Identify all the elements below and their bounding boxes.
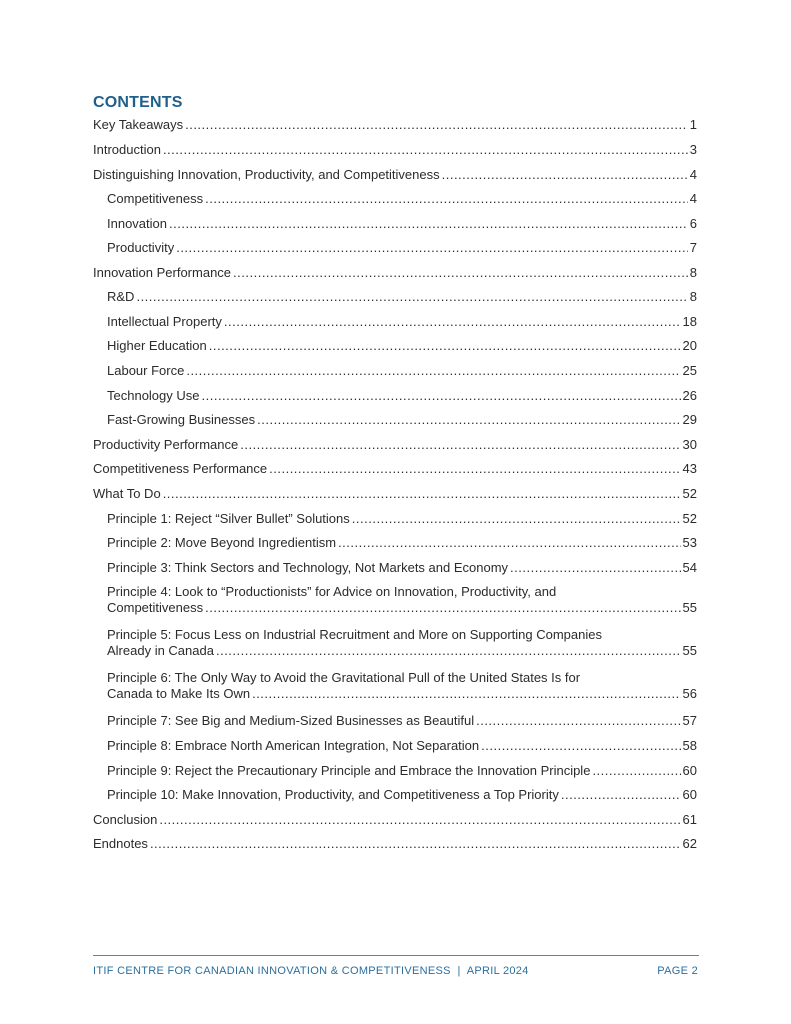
toc-entry-title-line1: Principle 6: The Only Way to Avoid the Gravitational Pull of the United States Is for: [107, 670, 581, 685]
toc-entry-page: 57: [682, 713, 697, 728]
toc-entry-page: 18: [682, 314, 697, 329]
toc-entry-title: Conclusion: [93, 812, 158, 827]
toc-entry-title: Fast-Growing Businesses: [107, 412, 256, 427]
toc-entry-page: 58: [682, 738, 697, 753]
toc-entry-title: Competitiveness: [107, 191, 204, 206]
toc-entry-technology-use[interactable]: [93, 388, 697, 404]
dot-leader: [136, 289, 687, 305]
toc-entry-title: Technology Use: [107, 388, 200, 403]
toc-entry-page: 60: [682, 763, 697, 778]
dot-leader: [352, 511, 681, 527]
toc-entry-page: 55: [682, 600, 697, 615]
toc-entry-higher-education[interactable]: [93, 338, 697, 354]
toc-entry-intellectual-property[interactable]: [93, 314, 697, 330]
dot-leader: [257, 412, 680, 428]
toc-entry-title: Distinguishing Innovation, Productivity, and Competitiveness: [93, 167, 440, 182]
toc-entry-key-takeaways[interactable]: [93, 117, 697, 133]
toc-entry-title: Labour Force: [107, 363, 185, 378]
toc-entry-introduction[interactable]: [93, 142, 697, 158]
toc-entry-title: Principle 9: Reject the Precautionary Principle and Embrace the Innovation Principle: [107, 763, 591, 778]
toc-entry-page: 52: [682, 511, 697, 526]
toc-entry-title: R&D: [107, 289, 135, 304]
toc-entry-page: 54: [682, 560, 697, 575]
dot-leader: [481, 738, 680, 754]
toc-entry-page: 56: [682, 686, 697, 701]
dot-leader: [216, 643, 681, 659]
toc-entry-productivity[interactable]: [93, 240, 697, 256]
dot-leader: [510, 560, 680, 576]
toc-entry-page: 29: [682, 412, 697, 427]
toc-entry-title: Competitiveness Performance: [93, 461, 268, 476]
toc-entry-principle-3[interactable]: [93, 560, 697, 576]
dot-leader: [233, 265, 688, 281]
dot-leader: [561, 787, 681, 803]
toc-entry-title-line2: Already in Canada: [107, 643, 214, 658]
toc-entry-page: 4: [689, 191, 697, 206]
toc-entry-page: 4: [689, 167, 697, 182]
toc-entry-title-line2: Canada to Make Its Own: [107, 686, 251, 701]
toc-entry-page: 52: [682, 486, 697, 501]
toc-entry-title: Productivity Performance: [93, 437, 239, 452]
toc-entry-title: Principle 8: Embrace North American Integration, Not Separation: [107, 738, 480, 753]
toc-entry-page: 20: [682, 338, 697, 353]
dot-leader: [442, 167, 688, 183]
toc-entry-title-line1: Principle 5: Focus Less on Industrial Recruitment and More on Supporting Companies: [107, 627, 602, 642]
toc-entry-endnotes[interactable]: [93, 836, 697, 852]
toc-entry-competitiveness[interactable]: [93, 191, 697, 207]
toc-entry-page: 7: [689, 240, 697, 255]
dot-leader: [150, 836, 681, 852]
toc-entry-productivity-performance[interactable]: [93, 437, 697, 453]
toc-entry-title: Principle 2: Move Beyond Ingredientism: [107, 535, 337, 550]
toc-entry-innovation-performance[interactable]: [93, 265, 697, 281]
toc-entry-page: 60: [682, 787, 697, 802]
dot-leader: [163, 142, 688, 158]
toc-entry-page: 8: [689, 289, 697, 304]
toc-entry-title: Endnotes: [93, 836, 148, 851]
toc-entry-title: Innovation: [107, 216, 167, 231]
toc-entry-title: Principle 7: See Big and Medium-Sized Businesses as Beautiful: [107, 713, 475, 728]
dot-leader: [224, 314, 681, 330]
toc-entry-principle-10[interactable]: [93, 787, 697, 803]
toc-entry-title: Innovation Performance: [93, 265, 232, 280]
toc-entry-page: 6: [689, 216, 697, 231]
toc-entry-page: 62: [682, 836, 697, 851]
toc-entry-principle-5[interactable]: [93, 627, 697, 659]
toc-entry-page: 61: [682, 812, 697, 827]
dot-leader: [169, 216, 688, 232]
toc-entry-competitiveness-performance[interactable]: [93, 461, 697, 477]
toc-entry-principle-8[interactable]: [93, 738, 697, 754]
toc-entry-page: 3: [689, 142, 697, 157]
toc-entry-title-line1: Principle 4: Look to “Productionists” for Advice on Innovation, Productivity, and: [107, 584, 557, 599]
toc-entry-innovation[interactable]: [93, 216, 697, 232]
toc-entry-page: 26: [682, 388, 697, 403]
toc-entry-page: 1: [689, 117, 697, 132]
toc-entry-page: 25: [682, 363, 697, 378]
toc-entry-distinguishing[interactable]: [93, 167, 697, 183]
toc-entry-labour-force[interactable]: [93, 363, 697, 379]
toc-entry-what-to-do[interactable]: [93, 486, 697, 502]
toc-entry-page: 53: [682, 535, 697, 550]
toc-entry-principle-4[interactable]: [93, 584, 697, 616]
toc-entry-page: 55: [682, 643, 697, 658]
footer-divider: [93, 955, 699, 956]
toc-entry-title: Principle 1: Reject “Silver Bullet” Solutions: [107, 511, 350, 526]
dot-leader: [209, 338, 681, 354]
toc-entry-title: What To Do: [93, 486, 161, 501]
dot-leader: [252, 686, 680, 702]
toc-entry-title: Principle 10: Make Innovation, Productivity, and Competitiveness a Top Priority: [107, 787, 559, 802]
footer-publisher: ITIF CENTRE FOR CANADIAN INNOVATION & COMPETITIVENESS | APRIL 2024: [93, 965, 529, 977]
toc-entry-fast-growing-businesses[interactable]: [93, 412, 697, 428]
toc-entry-page: 43: [682, 461, 697, 476]
dot-leader: [159, 812, 680, 828]
dot-leader: [338, 535, 680, 551]
toc-entry-principle-9[interactable]: [93, 763, 697, 779]
dot-leader: [163, 486, 681, 502]
toc-entry-principle-2[interactable]: [93, 535, 697, 551]
page-title: CONTENTS: [93, 94, 183, 111]
toc-entry-title: Intellectual Property: [107, 314, 222, 329]
footer-page-number: PAGE 2: [657, 965, 698, 977]
toc-entry-principle-1[interactable]: [93, 511, 697, 527]
toc-entry-title: Productivity: [107, 240, 175, 255]
toc-entry-conclusion[interactable]: [93, 812, 697, 828]
dot-leader: [205, 600, 680, 616]
toc-entry-principle-6[interactable]: [93, 670, 697, 702]
dot-leader: [176, 240, 688, 256]
toc-entry-title: Higher Education: [107, 338, 207, 353]
toc-entry-page: 8: [689, 265, 697, 280]
toc-entry-principle-7[interactable]: [93, 713, 697, 729]
toc-entry-title: Principle 3: Think Sectors and Technology, Not Markets and Economy: [107, 560, 509, 575]
dot-leader: [202, 388, 681, 404]
toc-entry-title: Introduction: [93, 142, 161, 157]
dot-leader: [185, 117, 688, 133]
dot-leader: [240, 437, 680, 453]
dot-leader: [269, 461, 680, 477]
dot-leader: [205, 191, 688, 207]
dot-leader: [186, 363, 680, 379]
toc-entry-rd[interactable]: [93, 289, 697, 305]
toc-entry-title: Key Takeaways: [93, 117, 184, 132]
toc-entry-page: 30: [682, 437, 697, 452]
dot-leader: [592, 763, 680, 779]
dot-leader: [476, 713, 680, 729]
toc-entry-title-line2: Competitiveness: [107, 600, 204, 615]
